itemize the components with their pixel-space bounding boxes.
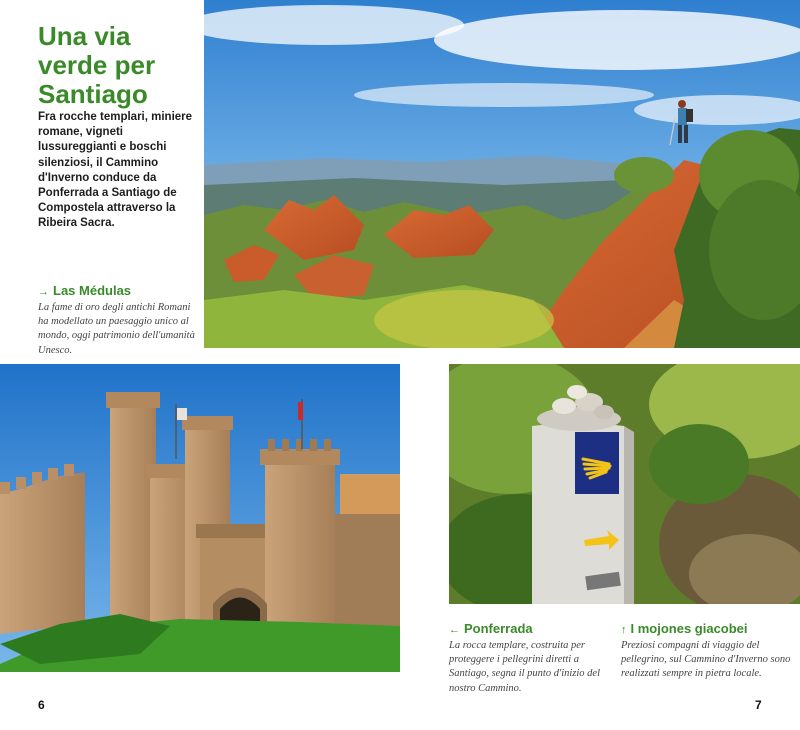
caption-text: Preziosi compagni di viaggio del pellegrino, sul Cammino d'Inverno sono realizzati sempre in pietra locale. <box>621 640 791 680</box>
intro-text: Fra rocche templari, miniere romane, vigneti lussureggianti e boschi silenziosi, il Cammino d'Inverno conduce da Ponferrada a Santiago de Compostela attraverso la Ribeira Sacra. <box>38 111 193 230</box>
arrow-up-icon: ↑ <box>621 624 627 636</box>
caption-text: La rocca templare, costruita per proteggere i pellegrini diretti a Santiago, segna il punto d'inizio del nostro Cammino. <box>449 640 600 694</box>
arrow-left-icon: ← <box>449 624 460 636</box>
caption-text: La fame di oro degli antichi Romani ha modellato un paesaggio unico al mondo, oggi patrimonio dell'umanità Unesco. <box>38 302 195 356</box>
caption-title: Ponferrada <box>464 621 533 636</box>
caption-title: Las Médulas <box>53 283 132 298</box>
page-number-right: 7 <box>755 698 762 712</box>
mojon-marker-photo <box>449 364 800 604</box>
page-number-left: 6 <box>38 698 45 712</box>
arrow-right-icon: → <box>38 286 49 298</box>
caption-las-medulas <box>38 283 198 358</box>
ponferrada-castle-photo <box>0 364 400 672</box>
caption-mojones <box>621 621 793 682</box>
caption-title: I mojones giacobei <box>630 621 748 636</box>
caption-ponferrada <box>449 621 609 696</box>
page-title: Una via verde per Santiago <box>38 21 156 109</box>
las-medulas-photo <box>204 0 800 348</box>
